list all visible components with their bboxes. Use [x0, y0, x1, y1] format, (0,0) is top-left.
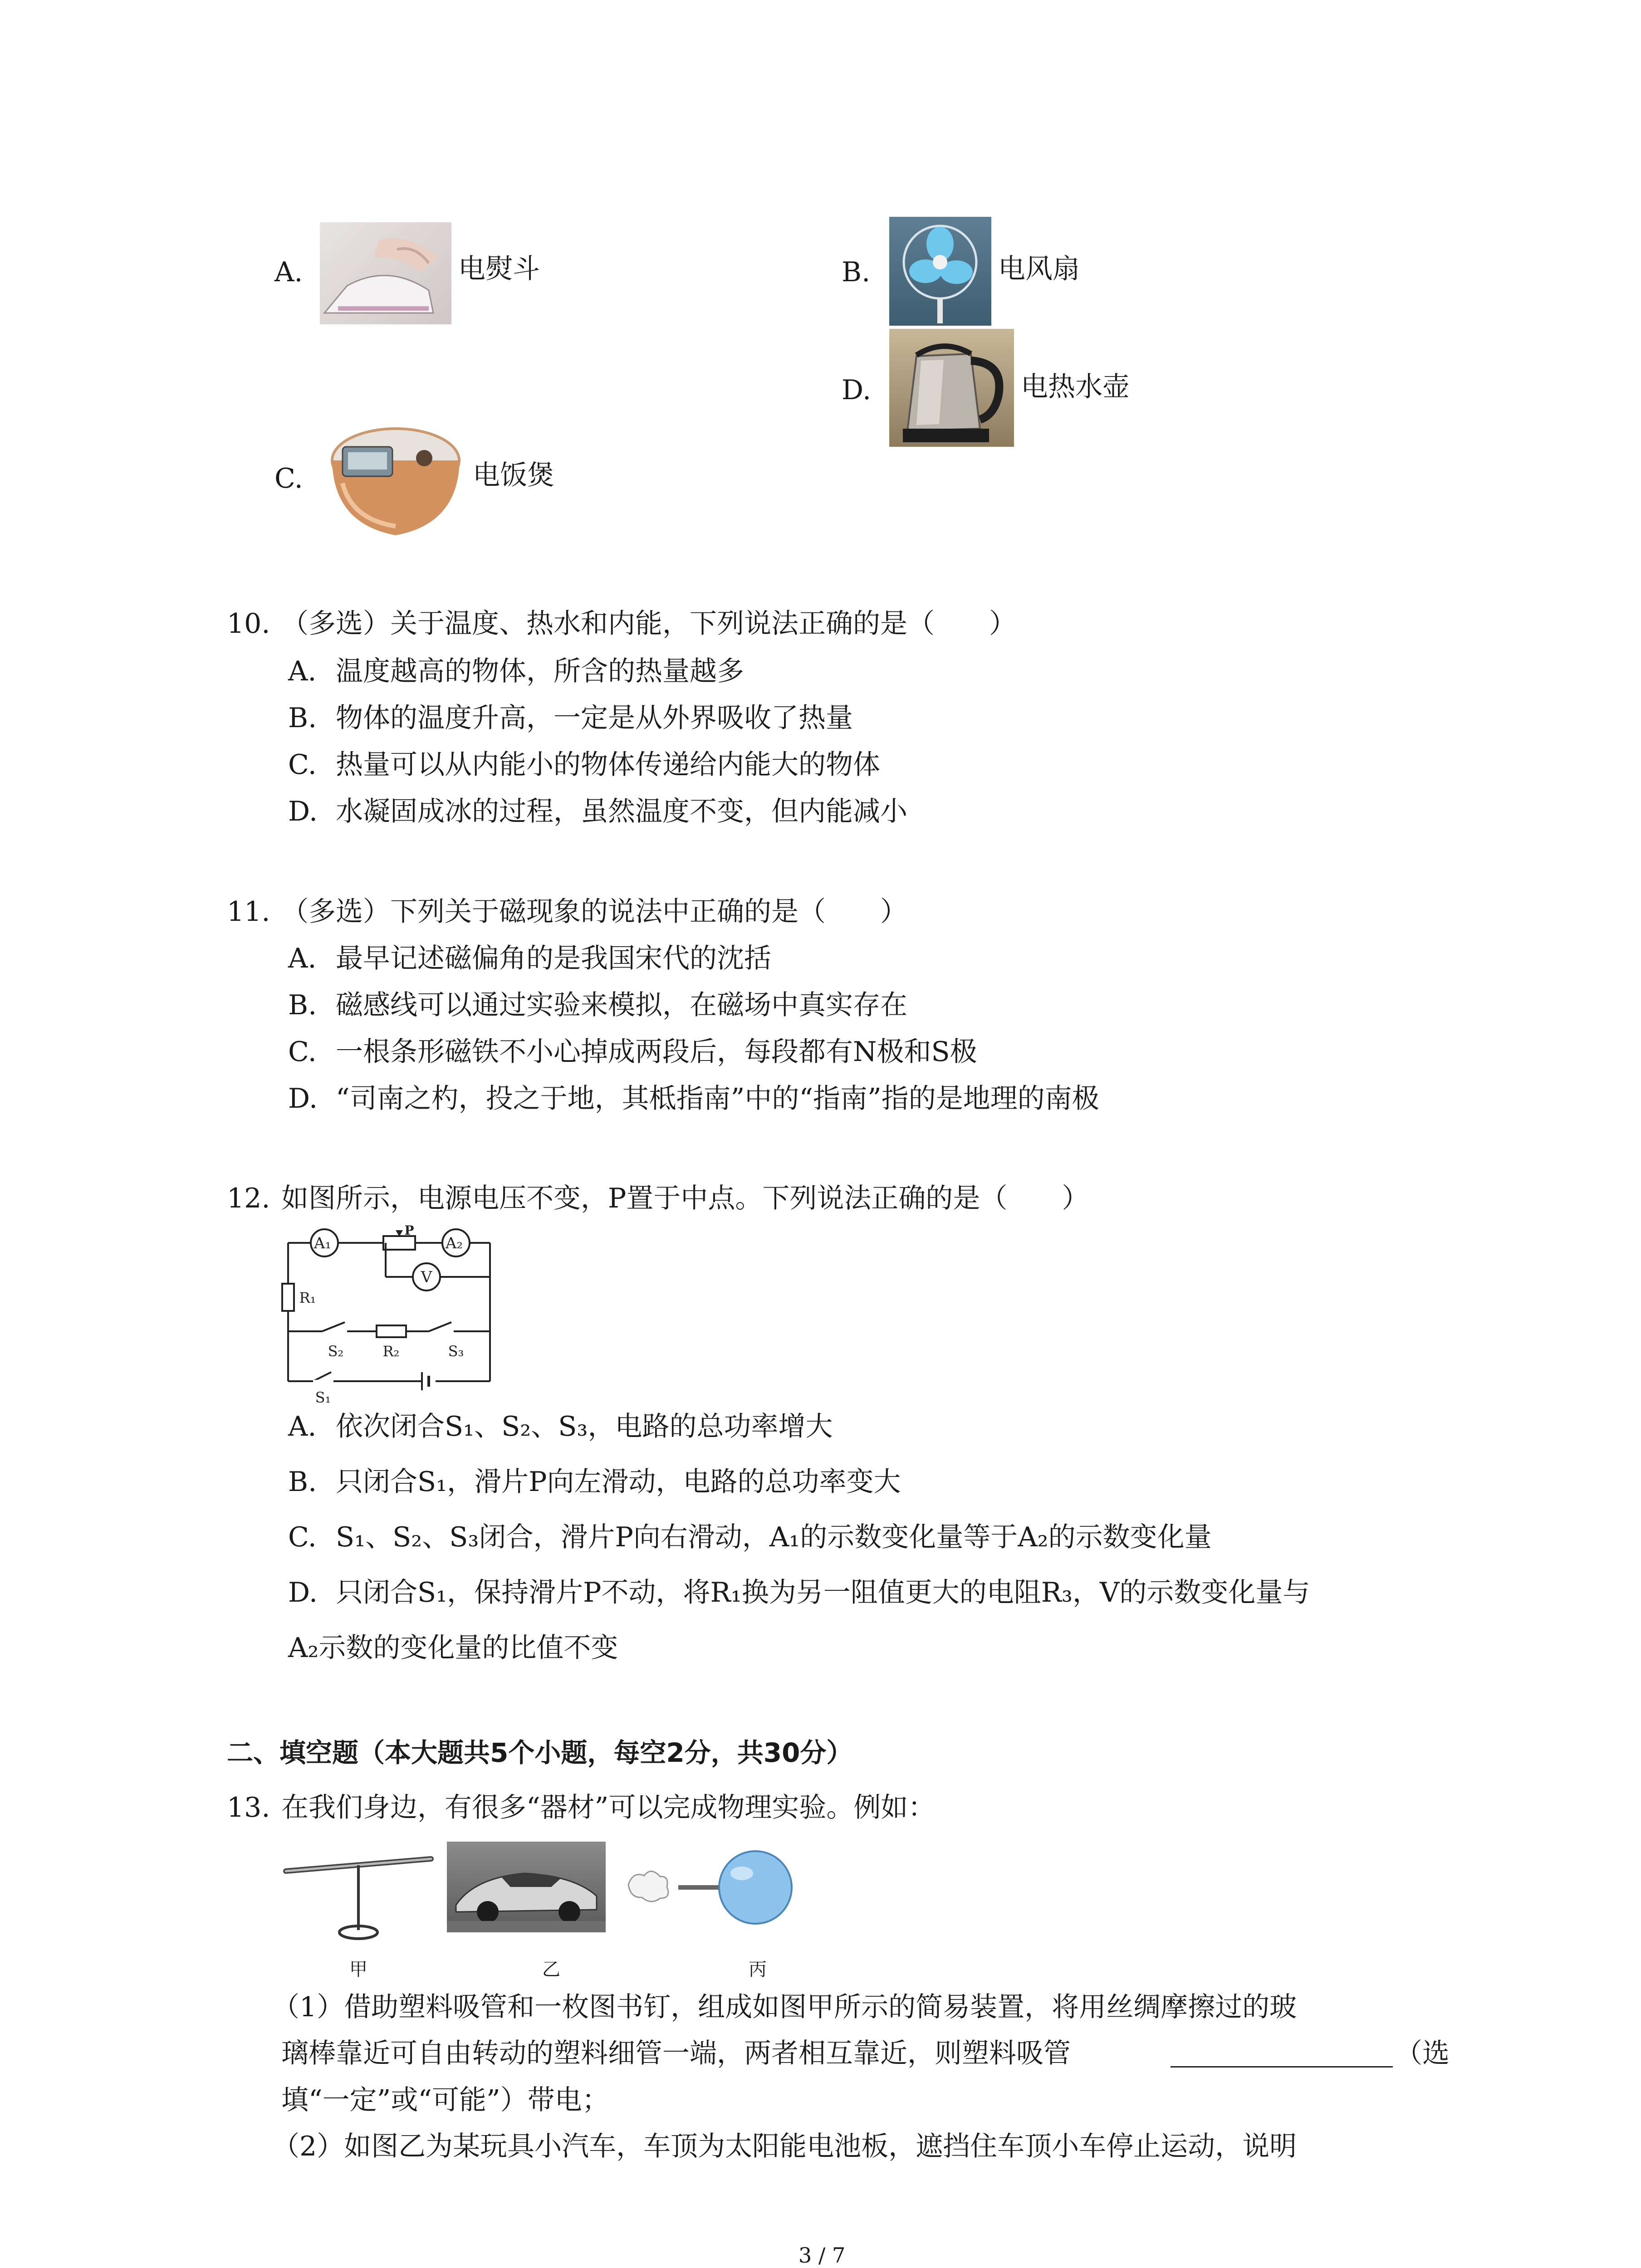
- circuit-label-p: P: [404, 1225, 414, 1238]
- q11-option-c-text: 一根条形磁铁不小心掉成两段后，每段都有N极和S极: [336, 1036, 977, 1068]
- q12-option-d-letter: D.: [288, 1577, 318, 1608]
- q12-option-c-text: S₁、S₂、S₃闭合，滑片P向右滑动，A₁的示数变化量等于A₂的示数变化量: [336, 1521, 1212, 1553]
- q13-number: 13.: [227, 1792, 270, 1823]
- circuit-label-a2: A₂: [445, 1234, 463, 1252]
- q10-option-a-letter: A.: [288, 655, 317, 687]
- q11-option-b-text: 磁感线可以通过实验来模拟，在磁场中真实存在: [336, 989, 907, 1021]
- figure-caption-jia: 甲: [349, 1959, 367, 1980]
- q13-part1-line2: 璃棒靠近可自由转动的塑料细管一端，两者相互靠近，则塑料吸管: [281, 2038, 1071, 2069]
- circuit-label-r1: R₁: [299, 1289, 316, 1306]
- section-heading: 二、填空题（本大题共5个小题，每空2分，共30分）: [227, 1737, 853, 1768]
- q9-option-d-label: 电热水壶: [1021, 371, 1130, 403]
- q9-option-b-letter: B.: [842, 256, 871, 288]
- kettle-photo-icon: [889, 329, 1014, 447]
- q12-stem: 如图所示，电源电压不变，P置于中点。下列说法正确的是（ ）: [281, 1183, 1089, 1214]
- q11-option-a-letter: A.: [288, 943, 317, 974]
- q9-option-b-label: 电风扇: [998, 253, 1080, 285]
- q11-option-d-text: “司南之杓，投之于地，其柢指南”中的“指南”指的是地理的南极: [336, 1083, 1099, 1114]
- rice-cooker-photo-icon: [324, 411, 467, 544]
- q10-option-b-letter: B.: [288, 702, 317, 734]
- q13-answer-blank[interactable]: [1171, 2066, 1393, 2068]
- q10-stem: （多选）关于温度、热水和内能，下列说法正确的是（ ）: [281, 608, 1016, 640]
- q12-option-d-text: 只闭合S₁，保持滑片P不动，将R₁换为另一阻值更大的电阻R₃，V的示数变化量与: [336, 1577, 1310, 1608]
- q9-option-d-letter: D.: [842, 374, 872, 406]
- circuit-label-s1: S₁: [315, 1389, 331, 1406]
- q10-option-c-letter: C.: [288, 749, 317, 781]
- q11-option-b-letter: B.: [288, 989, 317, 1021]
- q13-part1-line1: （1）借助塑料吸管和一枚图书钉，组成如图甲所示的简易装置，将用丝绸摩擦过的玻: [272, 1991, 1297, 2023]
- circuit-label-r2: R₂: [382, 1343, 400, 1360]
- q11-option-a-text: 最早记述磁偏角的是我国宋代的沈括: [336, 943, 771, 974]
- q12-option-b-text: 只闭合S₁，滑片P向左滑动，电路的总功率变大: [336, 1466, 901, 1498]
- circuit-label-s2: S₂: [328, 1343, 344, 1360]
- circuit-label-a1: A₁: [314, 1234, 332, 1252]
- q12-option-d-continuation: A₂示数的变化量的比值不变: [288, 1632, 618, 1664]
- q12-circuit-diagram: [272, 1225, 508, 1406]
- q13-part1-line3: 填“一定”或“可能”）带电；: [281, 2084, 609, 2116]
- q13-part2-line1: （2）如图乙为某玩具小汽车，车顶为太阳能电池板，遮挡住车顶小车停止运动，说明: [272, 2131, 1297, 2162]
- figure-caption-bing: 丙: [749, 1959, 767, 1980]
- q9-option-a-letter: A.: [274, 256, 303, 288]
- q10-option-d-letter: D.: [288, 796, 318, 827]
- circuit-label-v: V: [421, 1268, 432, 1286]
- fan-photo-icon: [889, 217, 991, 326]
- q12-option-a-letter: A.: [288, 1411, 317, 1442]
- page-number: 3 / 7: [798, 2243, 846, 2268]
- q13-stem: 在我们身边，有很多“器材”可以完成物理实验。例如：: [281, 1792, 936, 1823]
- q9-option-a-label: 电熨斗: [458, 253, 540, 285]
- q10-option-d-text: 水凝固成冰的过程，虽然温度不变，但内能减小: [336, 796, 907, 827]
- q12-option-c-letter: C.: [288, 1521, 317, 1553]
- toy-car-photo-icon: [447, 1842, 606, 1932]
- circuit-label-s3: S₃: [448, 1343, 464, 1360]
- q10-option-c-text: 热量可以从内能小的物体传递给内能大的物体: [336, 749, 880, 781]
- q12-number: 12.: [227, 1183, 270, 1214]
- q9-option-c-label: 电饭煲: [473, 459, 554, 491]
- q9-option-c-letter: C.: [274, 463, 303, 494]
- iron-photo-icon: [320, 222, 451, 324]
- q12-option-b-letter: B.: [288, 1466, 317, 1498]
- q12-option-a-text: 依次闭合S₁、S₂、S₃，电路的总功率增大: [336, 1411, 833, 1442]
- q11-number: 11.: [227, 896, 270, 928]
- q10-option-a-text: 温度越高的物体，所含的热量越多: [336, 655, 744, 687]
- balloon-apparatus-icon: [624, 1844, 805, 1935]
- figure-caption-yi: 乙: [542, 1959, 560, 1980]
- straw-pushpin-device-icon: [281, 1837, 436, 1946]
- q10-option-b-text: 物体的温度升高，一定是从外界吸收了热量: [336, 702, 853, 734]
- q10-number: 10.: [227, 608, 270, 640]
- q11-option-c-letter: C.: [288, 1036, 317, 1068]
- q11-option-d-letter: D.: [288, 1083, 318, 1114]
- q11-stem: （多选）下列关于磁现象的说法中正确的是（ ）: [281, 896, 907, 928]
- q13-part1-tail: （选: [1395, 2038, 1450, 2069]
